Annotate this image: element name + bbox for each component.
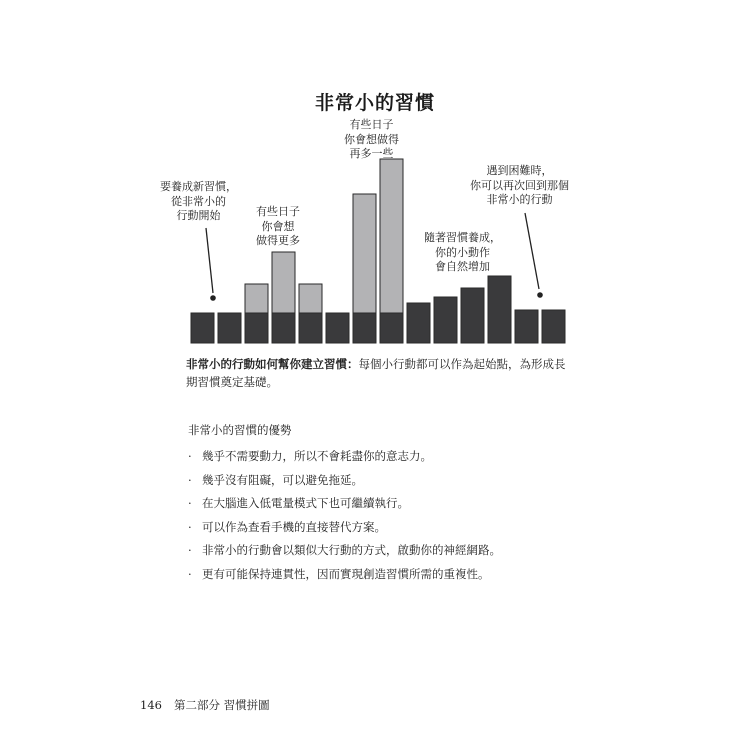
list-item: · 幾乎沒有阻礙，可以避免拖延。 xyxy=(188,472,363,487)
bar-base xyxy=(515,310,538,343)
bar-base xyxy=(218,313,241,343)
habit-bar-chart xyxy=(0,0,750,350)
list-item: · 非常小的行動會以類似大行動的方式，啟動你的神經網路。 xyxy=(188,543,501,557)
annotation-do-more: 有些日子 你會想 做得更多 xyxy=(256,205,300,247)
caption-bold: 非常小的行動如何幫你建立習慣： xyxy=(186,357,359,371)
pointer-dot xyxy=(537,292,543,298)
bullet-icon: · xyxy=(188,472,192,487)
bar-base xyxy=(353,313,376,343)
bar-extra xyxy=(299,284,322,313)
pointer-line xyxy=(206,228,213,293)
list-item: · 更有可能保持連貫性，因而實現創造習慣所需的重複性。 xyxy=(188,566,490,581)
bullet-icon: · xyxy=(188,519,192,534)
bullet-icon: · xyxy=(188,496,192,510)
section-title: 第二部分 習慣拼圖 xyxy=(173,698,270,712)
bar-extra xyxy=(272,252,295,313)
bar-base xyxy=(461,288,484,343)
caption-body: 每個小行動都可以作為起始點，為形成長期習慣奠定基礎。 xyxy=(186,357,566,389)
bar-extra xyxy=(353,194,376,313)
bar-base xyxy=(434,297,457,343)
list-item: · 在大腦進入低電量模式下也可繼續執行。 xyxy=(188,496,409,510)
bar-base xyxy=(407,303,430,343)
list-item: · 幾乎不需要動力，所以不會耗盡你的意志力。 xyxy=(188,449,432,463)
benefits-section xyxy=(188,422,608,589)
bar-base xyxy=(326,313,349,343)
benefits-list xyxy=(188,448,608,589)
bar-base xyxy=(245,313,268,343)
figure-caption xyxy=(186,355,576,391)
annotation-habit-grows: 隨著習慣養成， 你的小動作 會自然增加 xyxy=(424,231,501,273)
bar-base xyxy=(272,313,295,343)
bar-base xyxy=(488,276,511,343)
page-footer xyxy=(140,697,270,713)
chart-title: 非常小的習慣 xyxy=(314,92,435,114)
bar-base xyxy=(542,310,565,343)
bullet-icon: · xyxy=(188,449,192,463)
pointer-line xyxy=(525,213,539,289)
annotation-do-even-more: 有些日子 你會想做得 再多一些 xyxy=(344,118,399,160)
bar-extra xyxy=(380,159,403,313)
bullet-icon: · xyxy=(188,566,192,581)
list-item: · 可以作為查看手機的直接替代方案。 xyxy=(188,519,386,534)
bar-extra xyxy=(245,284,268,313)
pointer-dot xyxy=(210,295,216,301)
benefits-heading: 非常小的習慣的優勢 xyxy=(188,423,292,437)
annotation-start-small: 要養成新習慣， 從非常小的 行動開始 xyxy=(160,180,237,222)
bar-base xyxy=(299,313,322,343)
bar-base xyxy=(380,313,403,343)
page-number: 146 xyxy=(140,698,162,712)
annotation-return-to-small: 遇到困難時， 你可以再次回到那個 非常小的行動 xyxy=(470,164,569,206)
bullet-icon: · xyxy=(188,543,192,557)
bar-base xyxy=(191,313,214,343)
